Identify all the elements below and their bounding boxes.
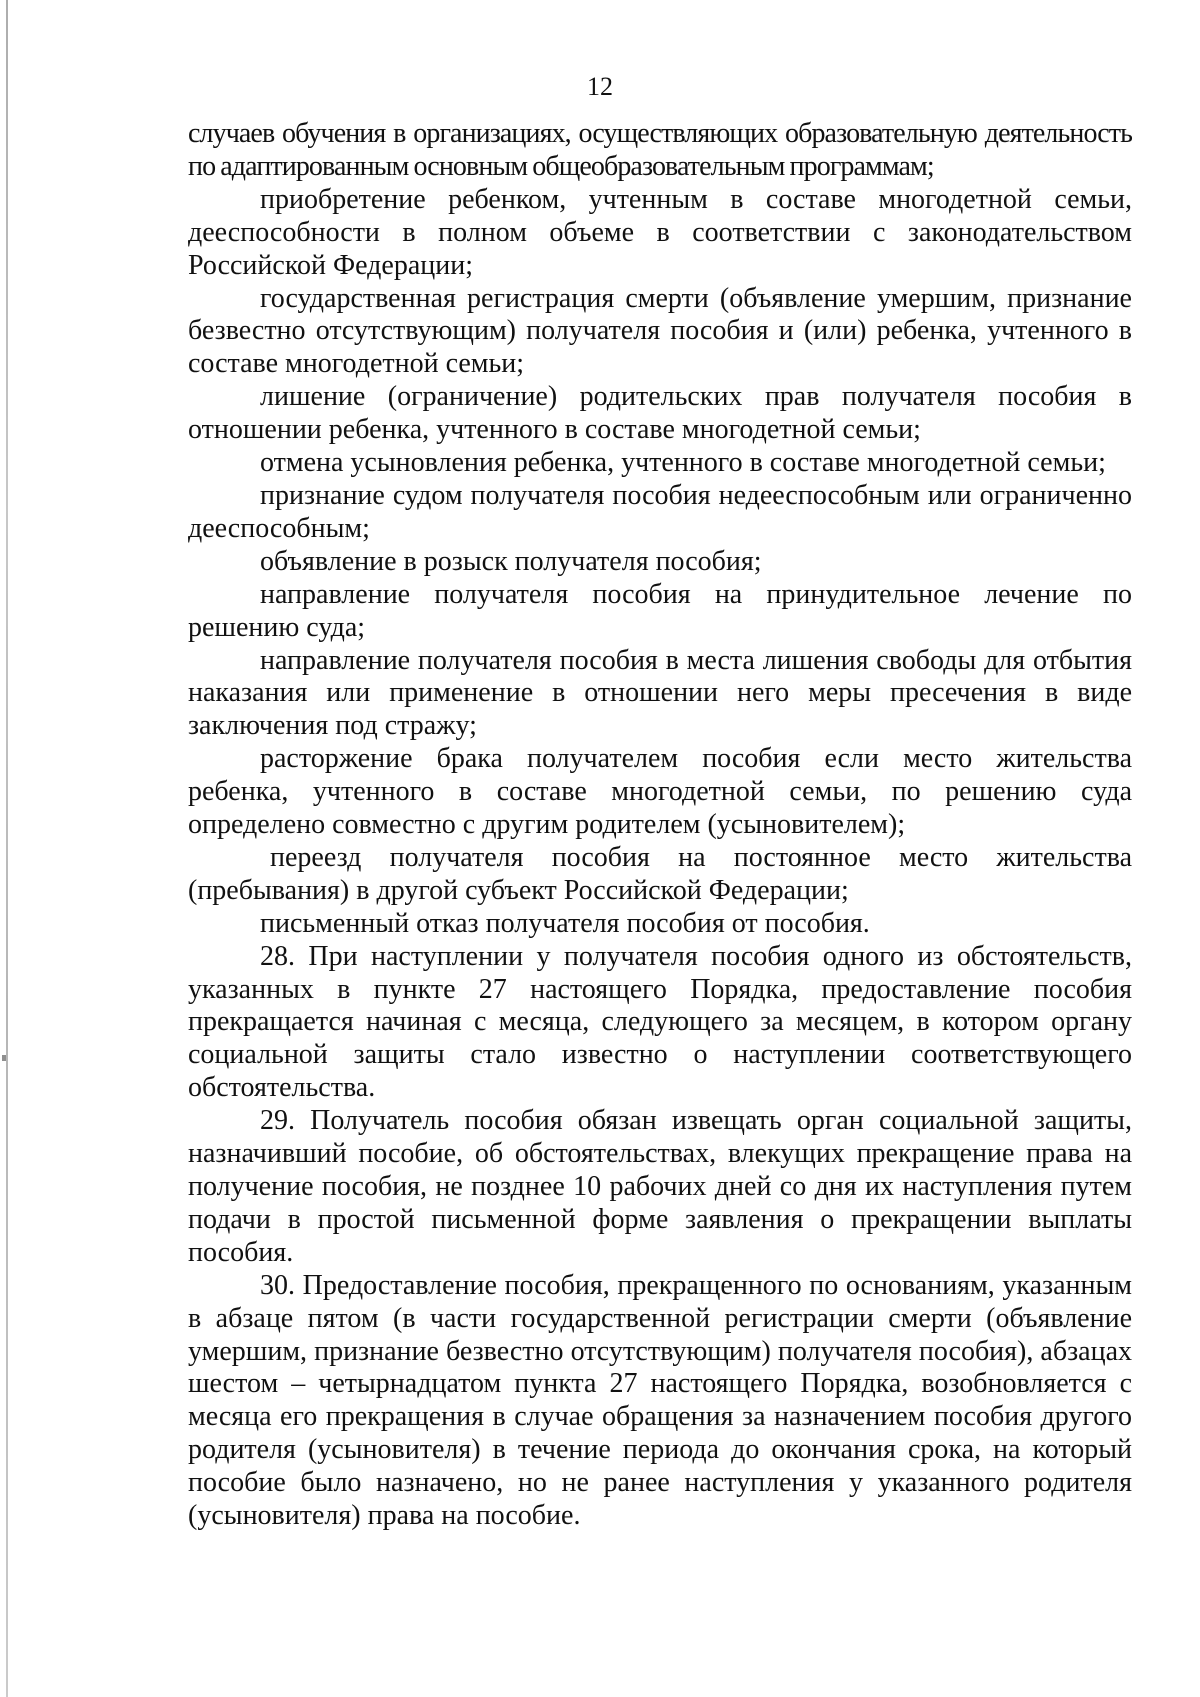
- page-number: 12: [587, 72, 613, 101]
- scan-edge-shadow: [6, 0, 8, 1697]
- paragraph-2: приобретение ребенком, учтенным в составе многодетной семьи, дееспособности в полном объеме в соответствии с законодательством Российской Федерации;: [188, 183, 1132, 281]
- paragraph-11: переезд получателя пособия на постоянное место жительства (пребывания) в другой субъект Российской Федерации;: [188, 841, 1132, 906]
- paragraph-4: лишение (ограничение) родительских прав получателя пособия в отношении ребенка, учтенного в составе многодетной семьи;: [188, 381, 1132, 446]
- document-body: [188, 118, 1132, 1533]
- paragraph-1: случаев обучения в организациях, осуществляющих образовательную деятельность по адаптированным основным общеобразовательным программам;: [188, 118, 1132, 182]
- paragraph-5: отмена усыновления ребенка, учтенного в составе многодетной семьи;: [260, 447, 1106, 479]
- paragraph-6: признание судом получателя пособия недееспособным или ограниченно дееспособным;: [188, 479, 1132, 544]
- paragraph-7: объявление в розыск получателя пособия;: [260, 545, 762, 577]
- paragraph-12: письменный отказ получателя пособия от пособия.: [260, 907, 870, 939]
- paragraph-8: направление получателя пособия на принудительное лечение по решению суда;: [188, 578, 1132, 643]
- scan-artifact: [2, 1055, 6, 1061]
- paragraph-14: 29. Получатель пособия обязан извещать орган социальной защиты, назначивший пособие, об обстоятельствах, влекущих прекращение права на получение пособия, не позднее 10 рабочих дней со дня их наступления путем подачи в простой письменной форме заявления о прекращении выплаты пособия.: [188, 1105, 1132, 1268]
- paragraph-15: 30. Предоставление пособия, прекращенного по основаниям, указанным в абзаце пятом (в части государственной регистрации смерти (объявление умершим, признание безвестно отсутствующим) получателя пособия), абзацах шестом – четырнадцатом пункта 27 настоящего Порядка, возобновляется с месяца его прекращения в случае обращения за назначением пособия другого родителя (усыновителя) в течение периода до окончания срока, на который пособие было назначено, но не ранее наступления у указанного родителя (усыновителя) права на пособие.: [188, 1269, 1132, 1532]
- paragraph-9: направление получателя пособия в места лишения свободы для отбытия наказания или применение в отношении него меры пресечения в виде заключения под стражу;: [188, 644, 1132, 742]
- paragraph-10: расторжение брака получателем пособия если место жительства ребенка, учтенного в составе многодетной семьи, по решению суда определено совместно с другим родителем (усыновителем);: [188, 743, 1132, 841]
- paragraph-13: 28. При наступлении у получателя пособия одного из обстоятельств, указанных в пункте 27 настоящего Порядка, предоставление пособия прекращается начиная с месяца, следующего за месяцем, в котором органу социальной защиты стало известно о наступлении соответствующего обстоятельства.: [188, 940, 1132, 1104]
- paragraph-3: государственная регистрация смерти (объявление умершим, признание безвестно отсутствующим) получателя пособия и (или) ребенка, учтенного в составе многодетной семьи;: [188, 282, 1132, 380]
